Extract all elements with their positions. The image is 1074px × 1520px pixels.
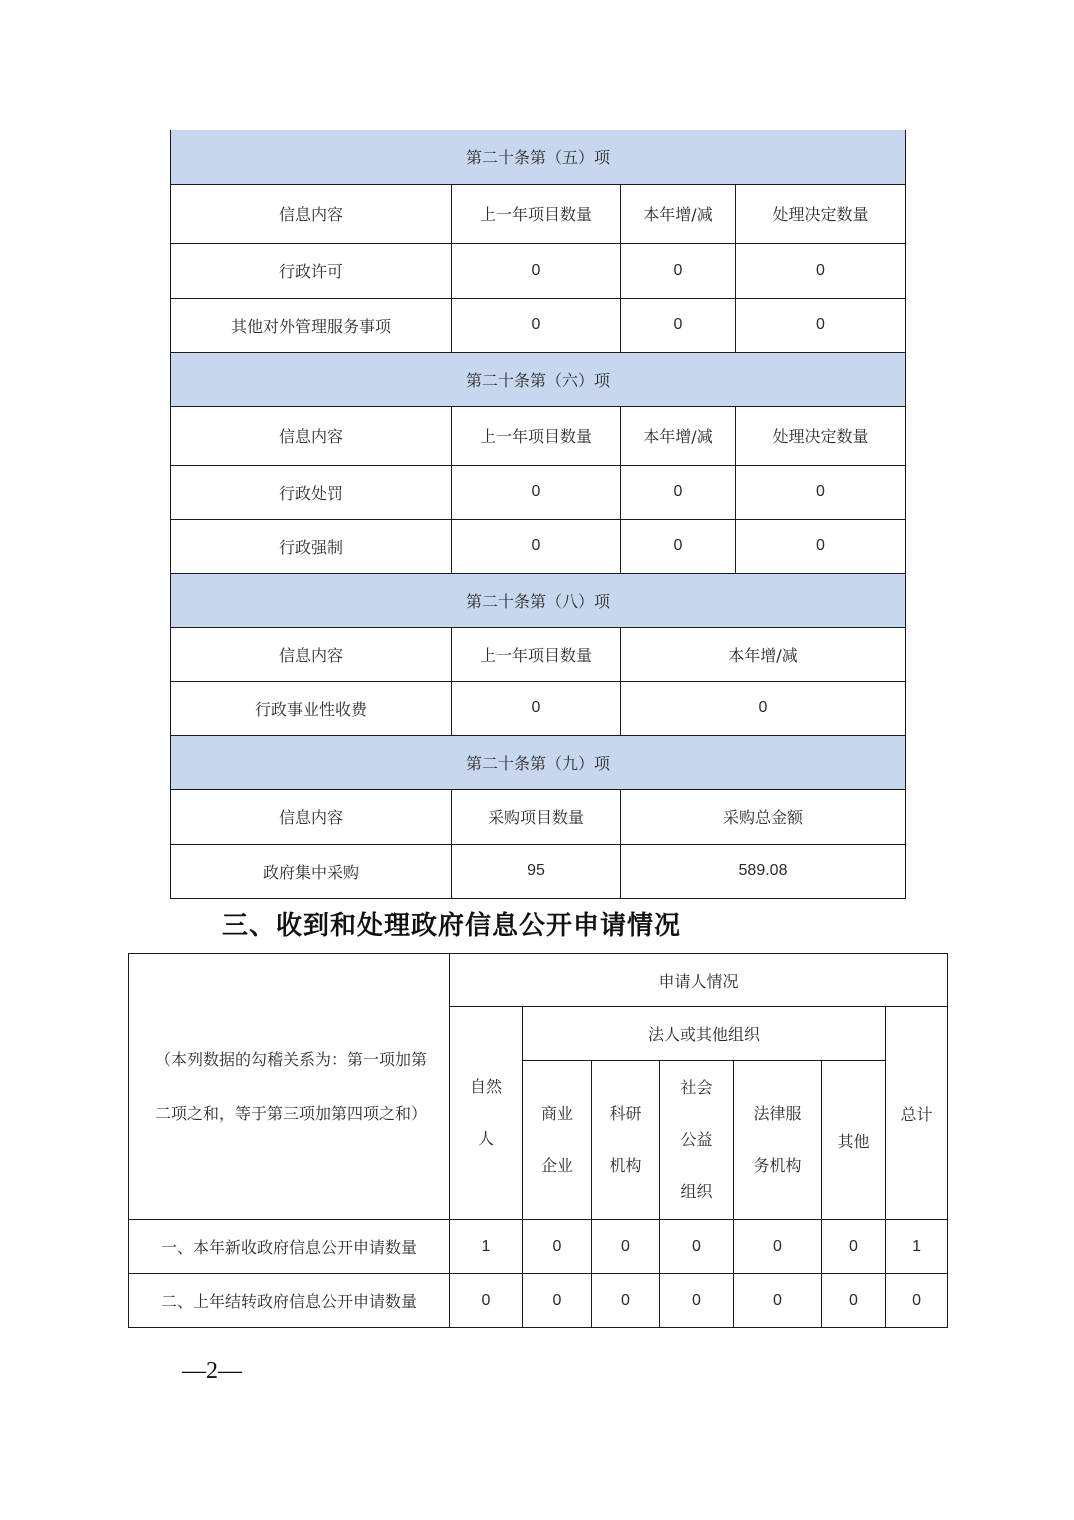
cell-value: 0 — [822, 1220, 886, 1274]
section-band — [171, 735, 906, 789]
social-org-header — [660, 1061, 734, 1220]
row-label: 行政许可 — [171, 243, 452, 298]
commercial-header — [523, 1061, 592, 1220]
cell-value: 0 — [660, 1220, 734, 1274]
section-heading: 三、收到和处理政府信息公开申请情况 — [222, 911, 682, 941]
table-row — [171, 844, 906, 898]
column-header: 采购总金额 — [621, 789, 906, 844]
cell-value: 0 — [450, 1274, 523, 1328]
table-header-row — [171, 406, 906, 465]
section-band — [171, 573, 906, 627]
row-label: 行政强制 — [171, 519, 452, 573]
cell-value: 0 — [734, 1274, 822, 1328]
cell-value: 0 — [452, 519, 621, 573]
cell-value: 589.08 — [621, 844, 906, 898]
table-row — [171, 519, 906, 573]
section-title: 第二十条第（八）项 — [171, 573, 906, 627]
table-row — [171, 681, 906, 735]
note-cell — [129, 954, 450, 1220]
cell-value: 0 — [523, 1220, 592, 1274]
cell-value: 0 — [822, 1274, 886, 1328]
cell-value: 1 — [886, 1220, 948, 1274]
column-header: 上一年项目数量 — [452, 406, 621, 465]
row-label: 行政处罚 — [171, 465, 452, 519]
cell-value: 0 — [886, 1274, 948, 1328]
header-line: 公益 — [680, 1130, 713, 1149]
column-header: 信息内容 — [171, 627, 452, 681]
column-header: 上一年项目数量 — [452, 184, 621, 243]
other-header: 其他 — [822, 1061, 886, 1220]
row-label: 二、上年结转政府信息公开申请数量 — [129, 1274, 450, 1328]
section-title: 第二十条第（五）项 — [171, 130, 906, 184]
header-line: 组织 — [680, 1182, 713, 1201]
cell-value: 0 — [621, 681, 906, 735]
cell-value: 1 — [450, 1220, 523, 1274]
column-header: 信息内容 — [171, 789, 452, 844]
legal-org-header: 法人或其他组织 — [523, 1007, 886, 1061]
page-number: —2— — [182, 1358, 242, 1384]
cell-value: 95 — [452, 844, 621, 898]
cell-value: 0 — [523, 1274, 592, 1328]
cell-value: 0 — [621, 465, 736, 519]
section-title: 第二十条第（六）项 — [171, 352, 906, 406]
table-header-row — [171, 789, 906, 844]
cell-value: 0 — [736, 243, 906, 298]
table-row — [171, 465, 906, 519]
column-header: 本年增/减 — [621, 406, 736, 465]
row-label: 政府集中采购 — [171, 844, 452, 898]
applicant-header: 申请人情况 — [450, 954, 948, 1007]
cell-value: 0 — [621, 243, 736, 298]
table-row — [171, 298, 906, 352]
table-row — [129, 1220, 948, 1274]
table-row — [171, 243, 906, 298]
research-header — [592, 1061, 660, 1220]
column-header: 上一年项目数量 — [452, 627, 621, 681]
cell-value: 0 — [452, 681, 621, 735]
column-header: 信息内容 — [171, 406, 452, 465]
row-label: 行政事业性收费 — [171, 681, 452, 735]
header-line: 社会 — [680, 1078, 713, 1097]
applications-table — [128, 953, 948, 1328]
cell-value: 0 — [452, 465, 621, 519]
table-row — [129, 1274, 948, 1328]
column-header: 本年增/减 — [621, 627, 906, 681]
header-line: 务机构 — [753, 1156, 802, 1175]
row-label: 一、本年新收政府信息公开申请数量 — [129, 1220, 450, 1274]
cell-value: 0 — [660, 1274, 734, 1328]
header-line: 自然 — [469, 1077, 502, 1096]
note-line: 二项之和，等于第三项加第四项之和） — [154, 1103, 427, 1123]
row-label: 其他对外管理服务事项 — [171, 298, 452, 352]
header-line: 人 — [477, 1129, 494, 1148]
column-header: 处理决定数量 — [736, 184, 906, 243]
column-header: 本年增/减 — [621, 184, 736, 243]
section-band — [171, 352, 906, 406]
table-header-row — [171, 184, 906, 243]
cell-value: 0 — [736, 298, 906, 352]
header-line: 科研 — [609, 1104, 642, 1123]
column-header: 处理决定数量 — [736, 406, 906, 465]
cell-value: 0 — [621, 519, 736, 573]
column-header: 采购项目数量 — [452, 789, 621, 844]
section-title: 第二十条第（九）项 — [171, 735, 906, 789]
column-header: 信息内容 — [171, 184, 452, 243]
total-header: 总计 — [886, 1007, 948, 1220]
cell-value: 0 — [592, 1220, 660, 1274]
cell-value: 0 — [734, 1220, 822, 1274]
cell-value: 0 — [452, 243, 621, 298]
header-line: 商业 — [540, 1104, 573, 1123]
cell-value: 0 — [621, 298, 736, 352]
disclosure-items-table — [170, 130, 906, 899]
cell-value: 0 — [592, 1274, 660, 1328]
natural-person-header — [450, 1007, 523, 1220]
header-line: 企业 — [540, 1156, 573, 1175]
section-band — [171, 130, 906, 184]
cell-value: 0 — [736, 465, 906, 519]
header-line: 机构 — [609, 1156, 642, 1175]
legal-service-header — [734, 1061, 822, 1220]
header-line: 法律服 — [753, 1104, 802, 1123]
cell-value: 0 — [736, 519, 906, 573]
cell-value: 0 — [452, 298, 621, 352]
table-header-row — [171, 627, 906, 681]
note-line: （本列数据的勾稽关系为：第一项加第 — [154, 1049, 427, 1069]
